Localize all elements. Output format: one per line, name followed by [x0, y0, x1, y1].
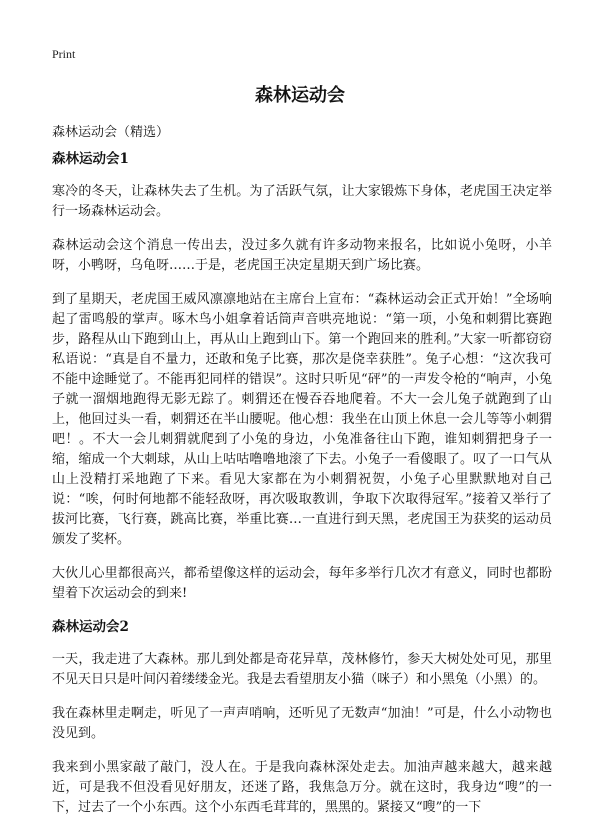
section-heading: 森林运动会1 [52, 151, 129, 167]
paragraph: 寒冷的冬天，让森林失去了生机。为了活跃气氛，让大家锻炼下身体，老虎国王决定举行一场森林运动会。 [52, 184, 552, 219]
article-body [52, 150, 552, 828]
article-section-1 [52, 150, 552, 604]
paragraph: 我来到小黑家敲了敲门，没人在。于是我向森林深处走去。加油声越来越大，越来越近，可是我不但没看见好朋友，还迷了路，我焦急万分。就在这时，我身边“嗖”的一下，过去了一个小东西。这个小东西毛茸茸的，黑黑的。紧接又“嗖”的一下 [52, 760, 552, 815]
section-heading: 森林运动会2 [52, 619, 129, 635]
paragraph: 大伙儿心里都很高兴，都希望像这样的运动会，每年多举行几次才有意义，同时也都盼望着下次运动会的到来! [52, 566, 552, 601]
paragraph: 我在森林里走啊走，听见了一声声哨响，还听见了无数声“加油！”可是，什么小动物也没见到。 [52, 706, 552, 741]
print-link[interactable]: Print [52, 47, 76, 61]
paragraph: 森林运动会这个消息一传出去，没过多久就有许多动物来报名，比如说小兔呀，小羊呀，小鸭呀，乌龟呀……于是，老虎国王决定星期天到广场比赛。 [52, 238, 552, 273]
page-title: 森林运动会 [255, 85, 345, 106]
page-subtitle: 森林运动会（精选） [52, 125, 170, 140]
paragraph: 到了星期天，老虎国王威风凛凛地站在主席台上宣布：“森林运动会正式开始！”全场响起了雷鸣般的掌声。啄木鸟小姐拿着话筒声音哄亮地说：“第一项，小兔和刺猬比赛跑步，路程从山下跑到山上，再从山上跑到山下。第一个跑回来的胜利。”大家一听都窃窃私语说：“真是自不量力，还敢和兔子比赛，那次是侥幸获胜”。兔子心想：“这次我可不能中途睡觉了。不能再犯同样的错误”。这时只听见“砰”的一声发令枪的“响声，小兔子就一溜烟地跑得无影无踪了。刺猬还在慢吞吞地爬着。不大一会儿兔子就跑到了山上，他回过头一看，刺猬还在半山腰呢。他心想：我坐在山顶上休息一会儿等等小刺猬吧！。不大一会儿刺猬就爬到了小兔的身边，小兔准备往山下跑，谁知刺猬把身子一缩，缩成一个大刺球，从山上咕咕噜噜地滚了下去。小兔子一看傻眼了。叹了一口气从山上没精打采地跑了下来。看见大家都在为小刺猬祝贺，小兔子心里默默地对自己说：“唉，何时何地都不能轻敌呀，再次吸取教训，争取下次取得冠军。”接着又举行了拔河比赛，飞行赛，跳高比赛，举重比赛…一直进行到天黑，老虎国王为获奖的运动员颁发了奖杯。 [52, 292, 552, 547]
article-section-2 [52, 618, 552, 818]
paragraph: 一天，我走进了大森林。那儿到处都是奇花异草，茂林修竹，参天大树处处可见，那里不见天日只是叶间闪着缕缕金光。我是去看望朋友小猫（咪子）和小黑兔（小黑）的。 [52, 652, 552, 687]
